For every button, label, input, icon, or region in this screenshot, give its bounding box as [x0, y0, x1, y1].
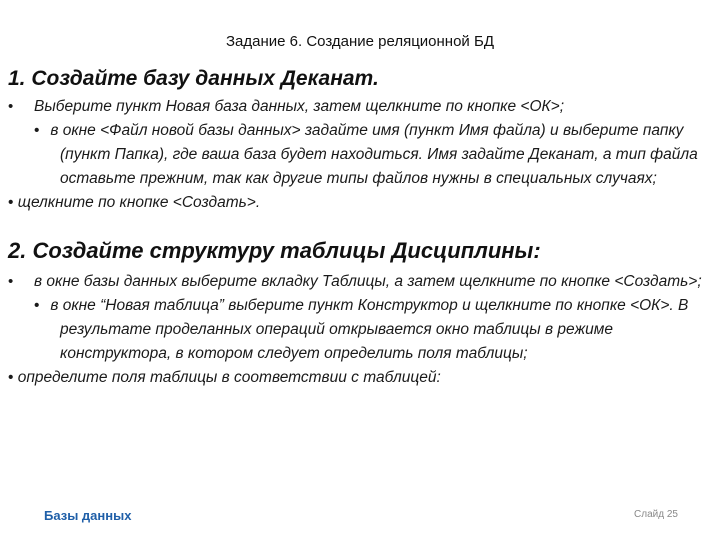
list-item-text: определите поля таблицы в соответствии с таблицей:: [17, 369, 441, 386]
bullet-icon: •: [8, 98, 14, 115]
bullet-icon: •: [34, 297, 40, 314]
section-1-heading: 1. Создайте базу данных Деканат.: [8, 67, 379, 90]
list-item-text: щелкните по кнопке <Создать>.: [17, 194, 261, 211]
section-2-list: [8, 270, 714, 390]
slide-number: Слайд 25: [634, 509, 678, 520]
bullet-icon: •: [8, 369, 14, 386]
list-item-text: в окне базы данных выберите вкладку Таблицы, а затем щелкните по кнопке <Создать>;: [34, 273, 702, 290]
slide-title: Задание 6. Создание реляционной БД: [225, 33, 494, 50]
bullet-icon: •: [8, 273, 14, 290]
section-1-list: [8, 95, 714, 215]
list-item: [8, 119, 714, 191]
list-item: [8, 366, 714, 390]
list-item: [8, 270, 714, 294]
footer-course-title: Базы данных: [44, 508, 132, 523]
list-item: [8, 95, 714, 119]
list-item-text: Выберите пункт Новая база данных, затем щелкните по кнопке <ОК>;: [34, 98, 565, 115]
section-2-heading: 2. Создайте структуру таблицы Дисциплины:: [8, 238, 541, 263]
list-item: [8, 191, 714, 215]
list-item: [8, 294, 714, 366]
list-item-text: в окне “Новая таблица” выберите пункт Конструктор и щелкните по кнопке <ОК>. В результате проделанных операций открывается окно таблицы в режиме конструктора, в котором следует определить поля таблицы;: [50, 297, 689, 362]
bullet-icon: •: [34, 122, 40, 139]
list-item-text: в окне <Файл новой базы данных> задайте имя (пункт Имя файла) и выберите папку (пункт Папка), где ваша база будет находиться. Имя задайте Деканат, а тип файла оставьте прежним, так как другие типы файлов нужны в специальных случаях;: [50, 122, 698, 187]
bullet-icon: •: [8, 194, 14, 211]
